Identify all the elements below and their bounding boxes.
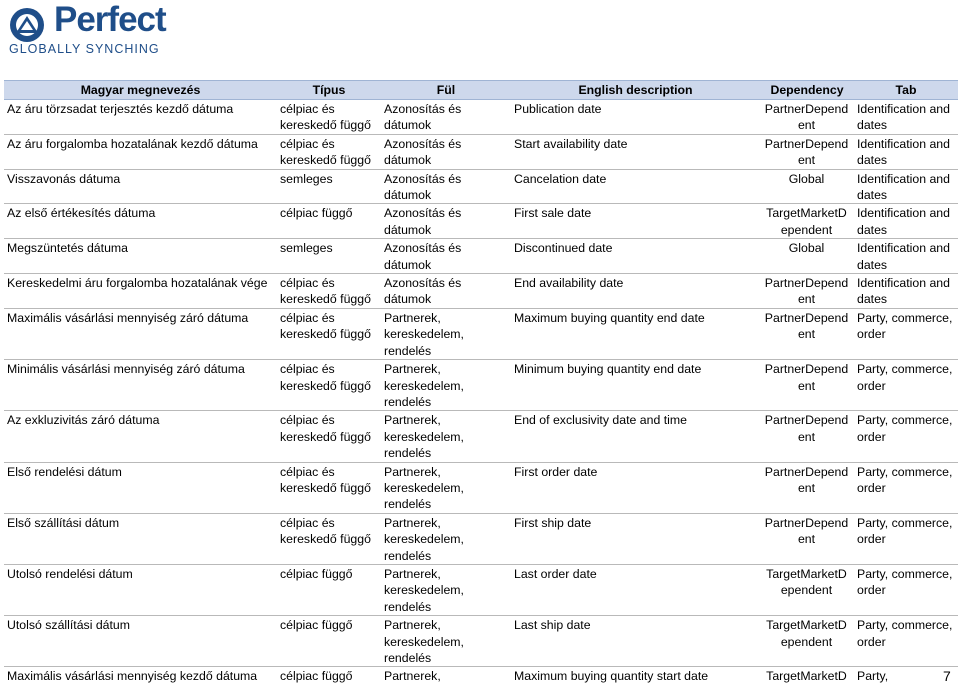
table-header-row <box>4 81 958 100</box>
english-description-cell: First sale date <box>511 204 760 239</box>
hungarian-name-cell: Az áru törzsadat terjesztés kezdő dátuma <box>4 100 277 135</box>
type-cell: célpiac és kereskedő függő <box>277 513 381 564</box>
brand-name: Perfect <box>54 0 166 39</box>
table-row <box>4 564 958 615</box>
dependency-cell: TargetMarketD <box>760 667 854 685</box>
table-row <box>4 513 958 564</box>
dependency-cell: TargetMarketDependent <box>760 204 854 239</box>
english-description-cell: Discontinued date <box>511 239 760 274</box>
dependency-cell: PartnerDependent <box>760 462 854 513</box>
tab-hu-cell: Azonosítás és dátumok <box>381 239 511 274</box>
english-description-cell: Start availability date <box>511 134 760 169</box>
type-cell: célpiac függő <box>277 204 381 239</box>
header-dependency: Dependency <box>760 81 854 100</box>
perfect-logo <box>6 0 166 56</box>
tab-hu-cell: Azonosítás és dátumok <box>381 274 511 309</box>
table-row <box>4 134 958 169</box>
header-english-description: English description <box>511 81 760 100</box>
header-hungarian-name: Magyar megnevezés <box>4 81 277 100</box>
hungarian-name-cell: Az első értékesítés dátuma <box>4 204 277 239</box>
type-cell: semleges <box>277 239 381 274</box>
tab-en-cell: Identification and dates <box>854 204 958 239</box>
hungarian-name-cell: Maximális vásárlási mennyiség kezdő dátuma <box>4 667 277 685</box>
dependency-cell: PartnerDependent <box>760 308 854 359</box>
dependency-cell: Global <box>760 169 854 204</box>
english-description-cell: End of exclusivity date and time <box>511 411 760 462</box>
type-cell: célpiac és kereskedő függő <box>277 308 381 359</box>
table-row <box>4 308 958 359</box>
table-row <box>4 239 958 274</box>
english-description-cell: End availability date <box>511 274 760 309</box>
type-cell: célpiac és kereskedő függő <box>277 462 381 513</box>
english-description-cell: Last order date <box>511 564 760 615</box>
tab-en-cell: Identification and dates <box>854 134 958 169</box>
type-cell: célpiac és kereskedő függő <box>277 411 381 462</box>
dependency-cell: PartnerDependent <box>760 411 854 462</box>
english-description-cell: Maximum buying quantity end date <box>511 308 760 359</box>
hungarian-name-cell: Minimális vásárlási mennyiség záró dátuma <box>4 360 277 411</box>
table-row <box>4 411 958 462</box>
dependency-cell: PartnerDependent <box>760 513 854 564</box>
dependency-cell: PartnerDependent <box>760 360 854 411</box>
tab-hu-cell: Partnerek, kereskedelem, rendelés <box>381 360 511 411</box>
type-cell: célpiac függő <box>277 564 381 615</box>
hungarian-name-cell: Utolsó rendelési dátum <box>4 564 277 615</box>
hungarian-name-cell: Első szállítási dátum <box>4 513 277 564</box>
tab-en-cell: Party, commerce, order <box>854 564 958 615</box>
tab-en-cell: Party, commerce, order <box>854 513 958 564</box>
tab-hu-cell: Partnerek, <box>381 667 511 685</box>
table-row <box>4 274 958 309</box>
table-row <box>4 204 958 239</box>
tab-en-cell: Party, commerce, order <box>854 308 958 359</box>
tab-hu-cell: Partnerek, kereskedelem, rendelés <box>381 308 511 359</box>
english-description-cell: Publication date <box>511 100 760 135</box>
hungarian-name-cell: Visszavonás dátuma <box>4 169 277 204</box>
dependency-cell: Global <box>760 239 854 274</box>
dependency-cell: PartnerDependent <box>760 134 854 169</box>
hungarian-name-cell: Kereskedelmi áru forgalomba hozatalának vége <box>4 274 277 309</box>
header-tab-en: Tab <box>854 81 958 100</box>
tab-hu-cell: Partnerek, kereskedelem, rendelés <box>381 616 511 667</box>
type-cell: célpiac és kereskedő függő <box>277 134 381 169</box>
hungarian-name-cell: Megszüntetés dátuma <box>4 239 277 274</box>
page-number: 7 <box>943 668 951 684</box>
type-cell: célpiac függő <box>277 667 381 685</box>
tab-en-cell: Party, commerce, order <box>854 411 958 462</box>
table-row <box>4 616 958 667</box>
tab-en-cell: Identification and dates <box>854 169 958 204</box>
tab-en-cell: Identification and dates <box>854 239 958 274</box>
hungarian-name-cell: Utolsó szállítási dátum <box>4 616 277 667</box>
tab-hu-cell: Partnerek, kereskedelem, rendelés <box>381 411 511 462</box>
dependency-cell: TargetMarketDependent <box>760 564 854 615</box>
dependency-cell: PartnerDependent <box>760 100 854 135</box>
tab-en-cell: Identification and dates <box>854 274 958 309</box>
english-description-cell: First ship date <box>511 513 760 564</box>
tab-en-cell: Party, <box>854 667 958 685</box>
english-description-cell: Maximum buying quantity start date <box>511 667 760 685</box>
tab-hu-cell: Partnerek, kereskedelem, rendelés <box>381 462 511 513</box>
tab-hu-cell: Azonosítás és dátumok <box>381 134 511 169</box>
tab-en-cell: Party, commerce, order <box>854 462 958 513</box>
table-row <box>4 667 958 685</box>
english-description-cell: Minimum buying quantity end date <box>511 360 760 411</box>
brand-tagline: GLOBALLY SYNCHING <box>9 42 160 56</box>
type-cell: semleges <box>277 169 381 204</box>
hungarian-name-cell: Az áru forgalomba hozatalának kezdő dátuma <box>4 134 277 169</box>
table-row <box>4 169 958 204</box>
type-cell: célpiac és kereskedő függő <box>277 100 381 135</box>
type-cell: célpiac függő <box>277 616 381 667</box>
dependency-cell: PartnerDependent <box>760 274 854 309</box>
type-cell: célpiac és kereskedő függő <box>277 274 381 309</box>
tab-en-cell: Identification and dates <box>854 100 958 135</box>
table-row <box>4 100 958 135</box>
tab-en-cell: Party, commerce, order <box>854 616 958 667</box>
tab-en-cell: Party, commerce, order <box>854 360 958 411</box>
english-description-cell: Cancelation date <box>511 169 760 204</box>
table-row <box>4 360 958 411</box>
type-cell: célpiac és kereskedő függő <box>277 360 381 411</box>
english-description-cell: First order date <box>511 462 760 513</box>
hungarian-name-cell: Az exkluzivitás záró dátuma <box>4 411 277 462</box>
field-mapping-table <box>4 80 958 685</box>
hungarian-name-cell: Első rendelési dátum <box>4 462 277 513</box>
header-tab-hu: Fül <box>381 81 511 100</box>
tab-hu-cell: Azonosítás és dátumok <box>381 204 511 239</box>
header-type: Típus <box>277 81 381 100</box>
hungarian-name-cell: Maximális vásárlási mennyiség záró dátuma <box>4 308 277 359</box>
english-description-cell: Last ship date <box>511 616 760 667</box>
tab-hu-cell: Azonosítás és dátumok <box>381 100 511 135</box>
dependency-cell: TargetMarketDependent <box>760 616 854 667</box>
table-row <box>4 462 958 513</box>
tab-hu-cell: Partnerek, kereskedelem, rendelés <box>381 513 511 564</box>
tab-hu-cell: Partnerek, kereskedelem, rendelés <box>381 564 511 615</box>
perfect-logo-icon <box>8 6 46 44</box>
tab-hu-cell: Azonosítás és dátumok <box>381 169 511 204</box>
